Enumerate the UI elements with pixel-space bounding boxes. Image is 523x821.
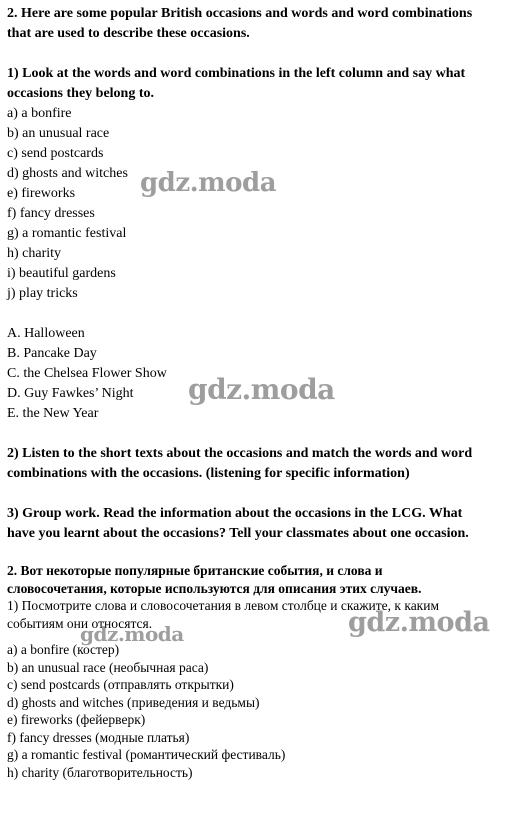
task-heading-line-2: that are used to describe these occasions. [7, 26, 250, 41]
spacer [7, 304, 517, 324]
spacer [7, 484, 517, 504]
translation-question-1-line-1: 1) Посмотрите слова и словосочетания в левом столбце и скажите, к каким [7, 598, 440, 613]
watermark: gdz.moda [348, 607, 490, 638]
word-item-e: e) fireworks [7, 186, 76, 201]
translation-item-g: g) a romantic festival (романтический фестиваль) [7, 747, 286, 762]
task-heading-line-1: 2. Here are some popular British occasions and words and word combinations [7, 6, 473, 21]
translation-item-h: h) charity (благотворительность) [7, 764, 193, 780]
occasion-item-b: B. Pancake Day [7, 346, 97, 361]
word-item-a: a) a bonfire [7, 106, 72, 121]
word-item-j: j) play tricks [7, 286, 78, 301]
translation-section [7, 562, 517, 781]
occasion-item-d: D. Guy Fawkes’ Night [7, 386, 134, 401]
translation-item-a: a) a bonfire (костер) [7, 642, 120, 657]
question-1-line-2: occasions they belong to. [7, 86, 154, 101]
translation-question-1-line-2: событиям они относятся. [7, 615, 153, 631]
translation-item-c: c) send postcards (отправлять открытки) [7, 677, 234, 692]
watermark: gdz.moda [80, 622, 184, 646]
occasion-item-e: E. the New Year [7, 406, 99, 421]
occasion-item-a: A. Halloween [7, 326, 85, 341]
word-item-h: h) charity [7, 246, 62, 261]
watermark: gdz.moda [188, 373, 335, 406]
question-2-line-2: combinations with the occasions. (listening for specific information) [7, 466, 410, 481]
word-item-f: f) fancy dresses [7, 206, 95, 221]
question-3-line-2: have you learnt about the occasions? Tell your classmates about one occasion. [7, 526, 469, 541]
word-item-g: g) a romantic festival [7, 226, 127, 241]
watermark: gdz.moda [140, 168, 277, 198]
translation-item-b: b) an unusual race (необычная раса) [7, 659, 209, 675]
translation-heading-line-1: 2. Вот некоторые популярные британские события, и слова и [7, 563, 383, 578]
word-item-c: c) send postcards [7, 146, 104, 161]
question-1-line-1: 1) Look at the words and word combinations in the left column and say what [7, 66, 466, 81]
translation-heading-line-2: словосочетания, которые используются для описания этих случаев. [7, 580, 422, 596]
word-item-i: i) beautiful gardens [7, 266, 116, 281]
spacer [7, 544, 517, 562]
spacer [7, 424, 517, 444]
translation-item-f: f) fancy dresses (модные платья) [7, 729, 190, 745]
translation-item-d: d) ghosts and witches (приведения и ведьмы) [7, 694, 260, 710]
occasion-item-c: C. the Chelsea Flower Show [7, 366, 167, 381]
translation-item-e: e) fireworks (фейерверк) [7, 712, 146, 727]
question-2-line-1: 2) Listen to the short texts about the occasions and match the words and word [7, 446, 473, 461]
word-item-d: d) ghosts and witches [7, 166, 128, 181]
spacer [7, 44, 517, 64]
word-item-b: b) an unusual race [7, 126, 110, 141]
question-3-line-1: 3) Group work. Read the information about the occasions in the LCG. What [7, 506, 463, 521]
